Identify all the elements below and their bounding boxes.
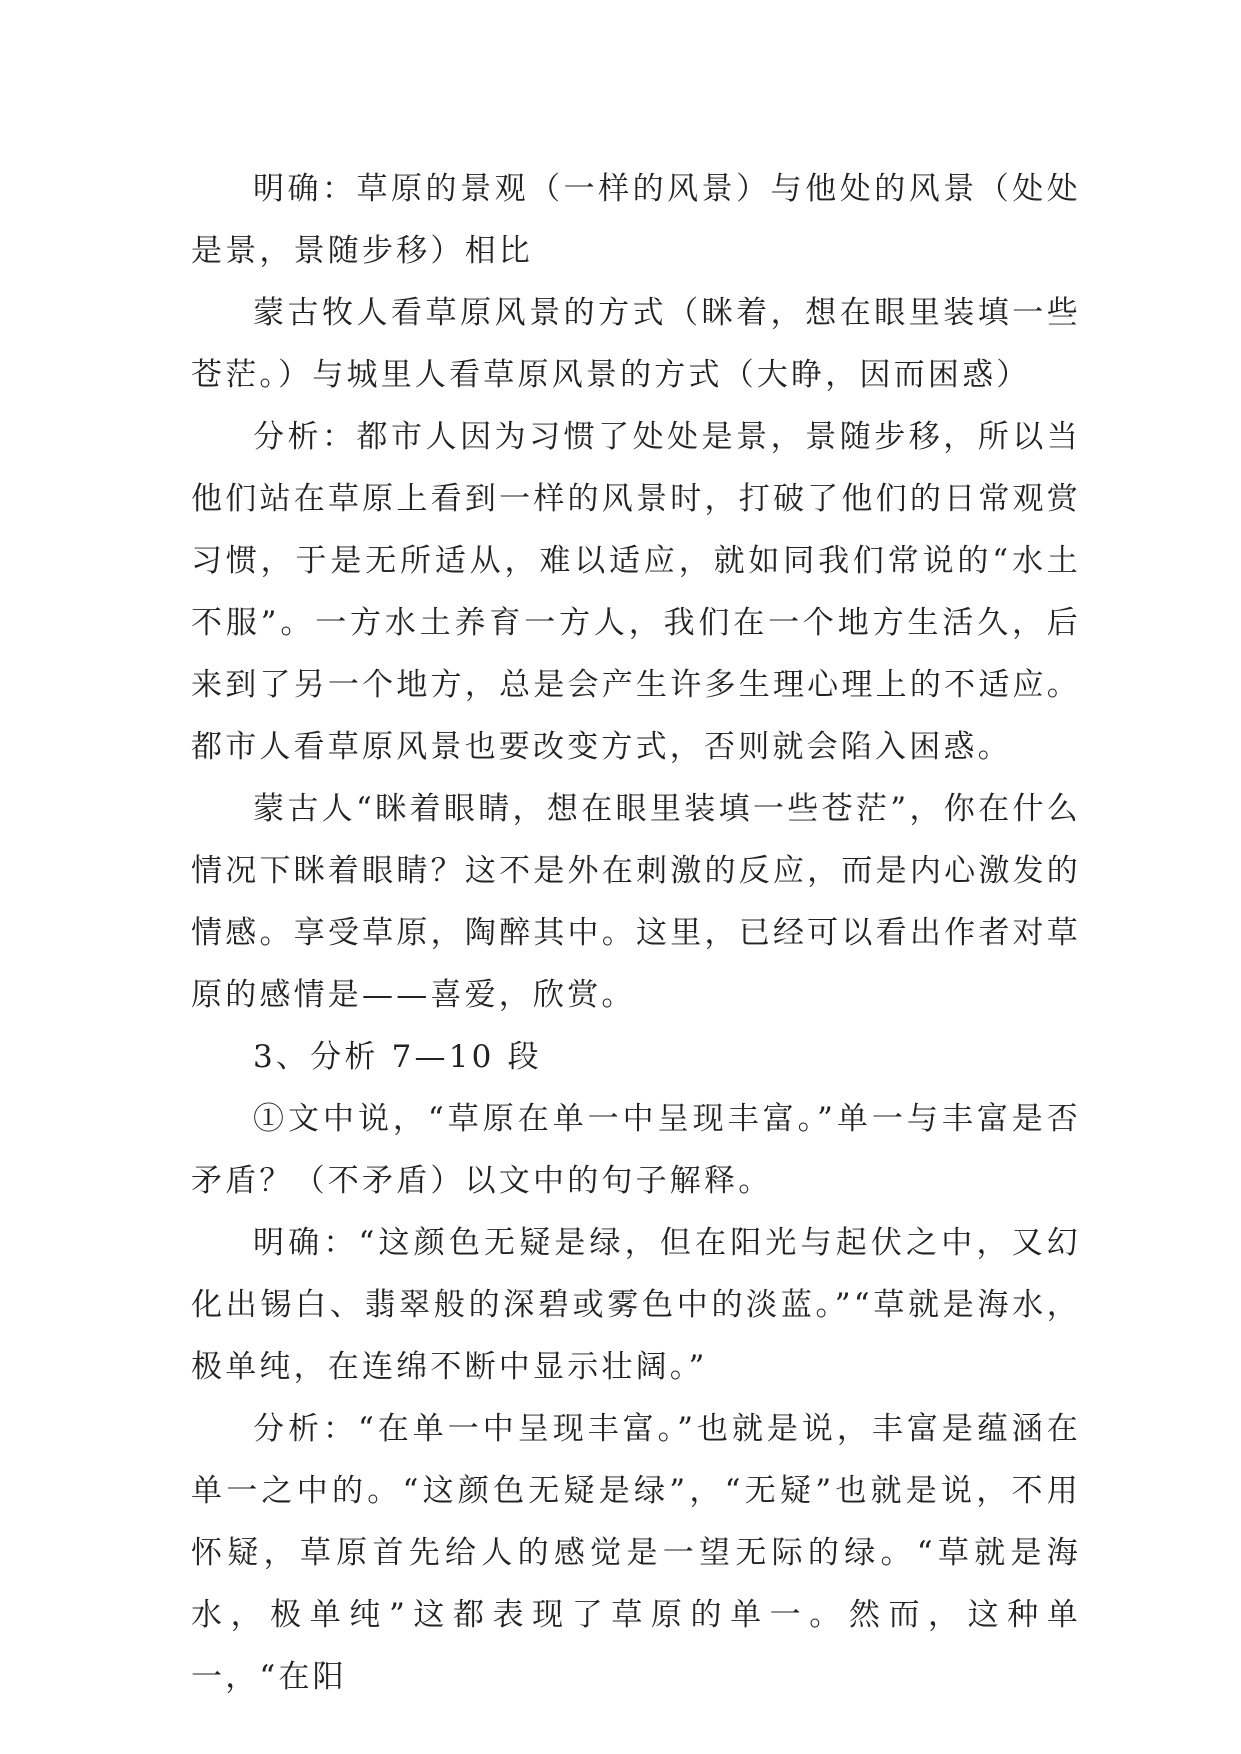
- document-page: [191, 158, 1081, 1708]
- paragraph-definition-landscape: 明确：草原的景观（一样的风景）与他处的风景（处处是景，景随步移）相比: [191, 171, 1081, 269]
- paragraph-mongolian-eyes: 蒙古人“眯着眼睛，想在眼里装填一些苍茫”，你在什么情况下眯着眼睛？这不是外在刺激的反应，而是内心激发的情感。享受草原，陶醉其中。这里，已经可以看出作者对草原的感情是——喜爱，欣赏。: [191, 791, 1081, 1013]
- paragraph-viewing-ways: 蒙古牧人看草原风景的方式（眯着，想在眼里装填一些苍茫。）与城里人看草原风景的方式（大睁，因而困惑）: [191, 295, 1081, 393]
- paragraph-question-1: ①文中说，“草原在单一中呈现丰富。”单一与丰富是否矛盾？（不矛盾）以文中的句子解释。: [191, 1101, 1081, 1199]
- paragraph-definition-colors: 明确：“这颜色无疑是绿，但在阳光与起伏之中，又幻化出锡白、翡翠般的深碧或雾色中的淡蓝。”“草就是海水，极单纯，在连绵不断中显示壮阔。”: [191, 1225, 1081, 1385]
- paragraph-analysis-city-people: 分析：都市人因为习惯了处处是景，景随步移，所以当他们站在草原上看到一样的风景时，打破了他们的日常观赏习惯，于是无所适从，难以适应，就如同我们常说的“水土不服”。一方水土养育一方人，我们在一个地方生活久，后来到了另一个地方，总是会产生许多生理心理上的不适应。都市人看草原风景也要改变方式，否则就会陷入困惑。: [191, 419, 1081, 765]
- section-heading-analysis-7-10: 3、分析 7—10 段: [253, 1039, 542, 1075]
- paragraph-analysis-single-rich: 分析：“在单一中呈现丰富。”也就是说，丰富是蕴涵在单一之中的。“这颜色无疑是绿”，“无疑”也就是说，不用怀疑，草原首先给人的感觉是一望无际的绿。“草就是海水，极单纯”这都表现了草原的单一。然而，这种单一，“在阳: [191, 1411, 1081, 1695]
